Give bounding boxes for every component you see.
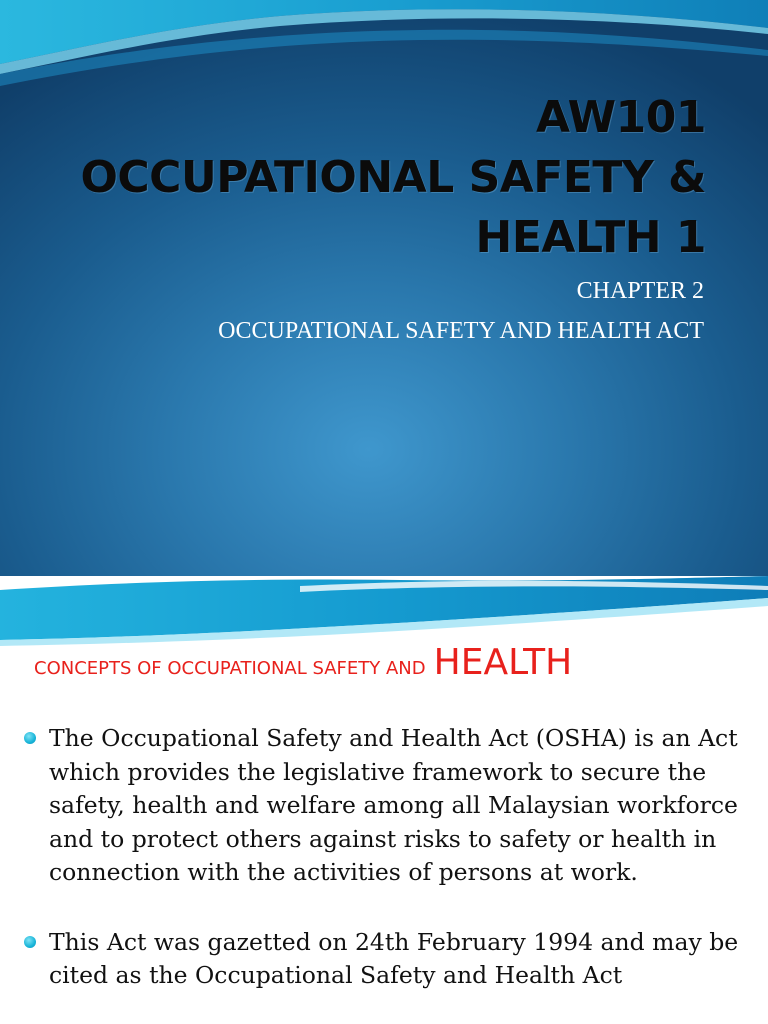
bullet-text: This Act was gazetted on 24th February 1994 and may be cited as the Occupational Safety and Health Act [49, 927, 739, 989]
subtitle-act: OCCUPATIONAL SAFETY AND HEALTH ACT [218, 318, 704, 344]
bullet-dot-icon [24, 732, 36, 744]
title-line-3: HEALTH 1 [475, 212, 706, 263]
bullet-dot-icon [24, 936, 36, 948]
heading-text-large: HEALTH [433, 642, 573, 683]
title-line-2: OCCUPATIONAL SAFETY & [80, 152, 706, 203]
bullet-text: The Occupational Safety and Health Act (OSHA) is an Act which provides the legislative framework to secure the safety, health and welfare among all Malaysian workforce and to protect others against risks to safety or health in connection with the activities of persons at work. [49, 724, 738, 886]
content-slide [0, 576, 768, 1024]
title-line-1: AW101 [536, 92, 706, 143]
slide-title [66, 88, 706, 268]
wave-decoration [0, 576, 768, 646]
list-item [24, 926, 744, 993]
list-item [24, 722, 744, 890]
subtitle-chapter: CHAPTER 2 [576, 278, 704, 304]
slide-heading [34, 642, 572, 683]
heading-text-small: CONCEPTS OF OCCUPATIONAL SAFETY AND [34, 658, 426, 679]
bullet-list [24, 722, 744, 993]
